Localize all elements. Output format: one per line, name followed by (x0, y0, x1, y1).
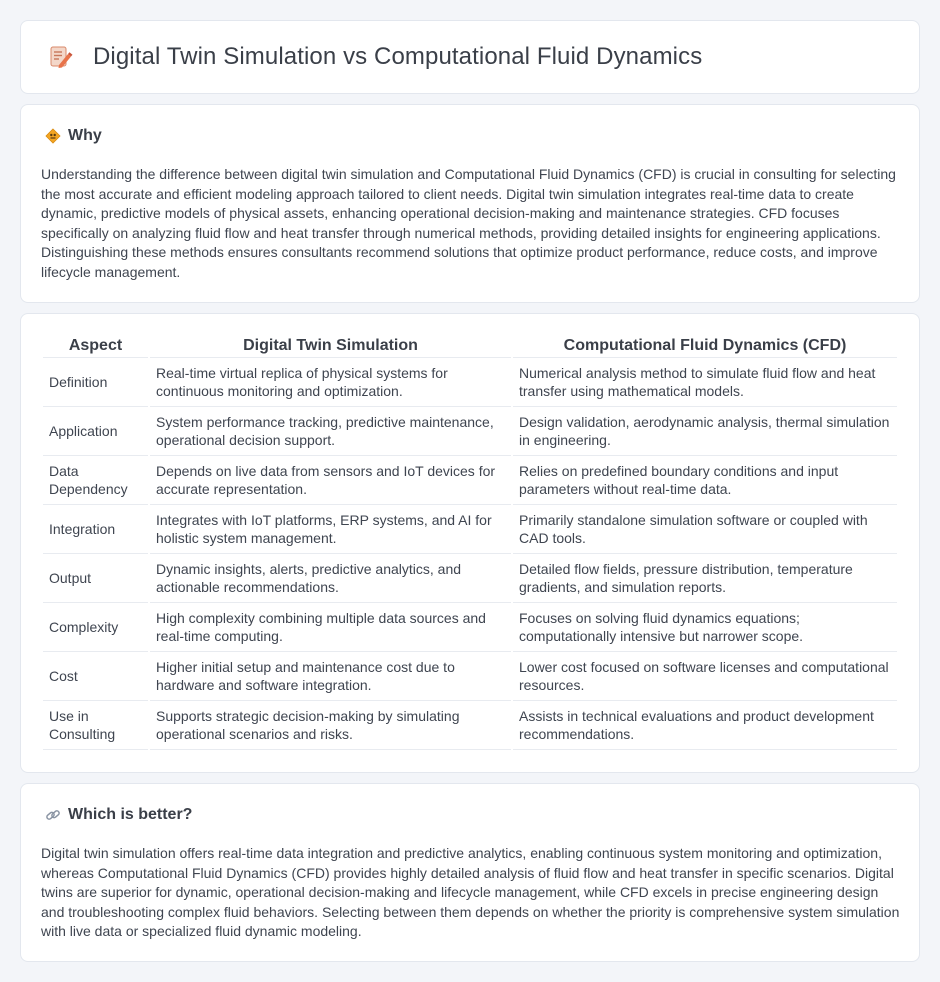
digital-twin-cell: Higher initial setup and maintenance cost due to hardware and software integration. (150, 652, 511, 701)
why-heading (45, 127, 102, 145)
title-row (47, 43, 702, 71)
header-aspect: Aspect (43, 334, 148, 358)
better-body: Digital twin simulation offers real-time data integration and predictive analytics, enabling continuous system monitoring and optimization, whereas Computational Fluid Dynamics (CFD) provides highly detailed analysis of fluid flow and heat transfer in specific scenarios. Digital twins are superior for dynamic, operational decision-making and lifecycle management, while CFD excels in precise engineering design and troubleshooting complex fluid behaviors. Selecting between them depends on whether the priority is comprehensive system simulation with live data or specialized fluid dynamic modeling. (41, 845, 900, 939)
digital-twin-cell: Integrates with IoT platforms, ERP systems, and AI for holistic system management. (150, 505, 511, 554)
link-icon (45, 807, 61, 823)
cfd-cell: Numerical analysis method to simulate fluid flow and heat transfer using mathematical models. (513, 358, 897, 407)
aspect-cell: Integration (43, 505, 148, 554)
comparison-table (41, 334, 899, 750)
table-row (43, 652, 897, 701)
header-card (20, 20, 920, 94)
table-row (43, 603, 897, 652)
header-digital-twin: Digital Twin Simulation (150, 334, 511, 358)
cfd-cell: Primarily standalone simulation software or coupled with CAD tools. (513, 505, 897, 554)
digital-twin-cell: High complexity combining multiple data sources and real-time computing. (150, 603, 511, 652)
table-row (43, 456, 897, 505)
cfd-cell: Lower cost focused on software licenses and computational resources. (513, 652, 897, 701)
better-heading (45, 806, 192, 824)
comparison-table-card (20, 313, 920, 773)
digital-twin-cell: System performance tracking, predictive maintenance, operational decision support. (150, 407, 511, 456)
table-row (43, 358, 897, 407)
aspect-cell: Application (43, 407, 148, 456)
table-row (43, 505, 897, 554)
digital-twin-cell: Real-time virtual replica of physical systems for continuous monitoring and optimization. (150, 358, 511, 407)
aspect-cell: Data Dependency (43, 456, 148, 505)
better-title: Which is better? (68, 806, 193, 823)
digital-twin-cell: Depends on live data from sensors and IoT devices for accurate representation. (150, 456, 511, 505)
diamond-sign-icon (45, 128, 61, 144)
table-row (43, 554, 897, 603)
table-row (43, 701, 897, 750)
header-cfd: Computational Fluid Dynamics (CFD) (513, 334, 897, 358)
aspect-cell: Cost (43, 652, 148, 701)
table-row (43, 407, 897, 456)
why-body: Understanding the difference between digital twin simulation and Computational Fluid Dynamics (CFD) is crucial in consulting for selecting the most accurate and efficient modeling approach tailored to client needs. Digital twin simulation integrates real-time data to create dynamic, predictive models of physical assets, enhancing operational decision-making and maintenance strategies. CFD focuses specifically on analyzing fluid flow and heat transfer through numerical methods, providing detailed insights for engineering applications. Distinguishing these methods ensures consultants recommend solutions that optimize product performance, reduce costs, and improve lifecycle management. (41, 166, 896, 280)
digital-twin-cell: Supports strategic decision-making by simulating operational scenarios and risks. (150, 701, 511, 750)
aspect-cell: Output (43, 554, 148, 603)
aspect-cell: Complexity (43, 603, 148, 652)
cfd-cell: Assists in technical evaluations and product development recommendations. (513, 701, 897, 750)
cfd-cell: Design validation, aerodynamic analysis, thermal simulation in engineering. (513, 407, 897, 456)
page-title: Digital Twin Simulation vs Computational Fluid Dynamics (93, 43, 703, 70)
which-is-better-card (20, 783, 920, 962)
document-edit-icon (47, 44, 73, 70)
why-title: Why (68, 127, 102, 144)
cfd-cell: Focuses on solving fluid dynamics equations; computationally intensive but narrower scope. (513, 603, 897, 652)
cfd-cell: Detailed flow fields, pressure distribution, temperature gradients, and simulation reports. (513, 554, 897, 603)
aspect-cell: Use in Consulting (43, 701, 148, 750)
cfd-cell: Relies on predefined boundary conditions and input parameters without real-time data. (513, 456, 897, 505)
digital-twin-cell: Dynamic insights, alerts, predictive analytics, and actionable recommendations. (150, 554, 511, 603)
why-card (20, 104, 920, 303)
table-header-row (43, 334, 897, 358)
aspect-cell: Definition (43, 358, 148, 407)
